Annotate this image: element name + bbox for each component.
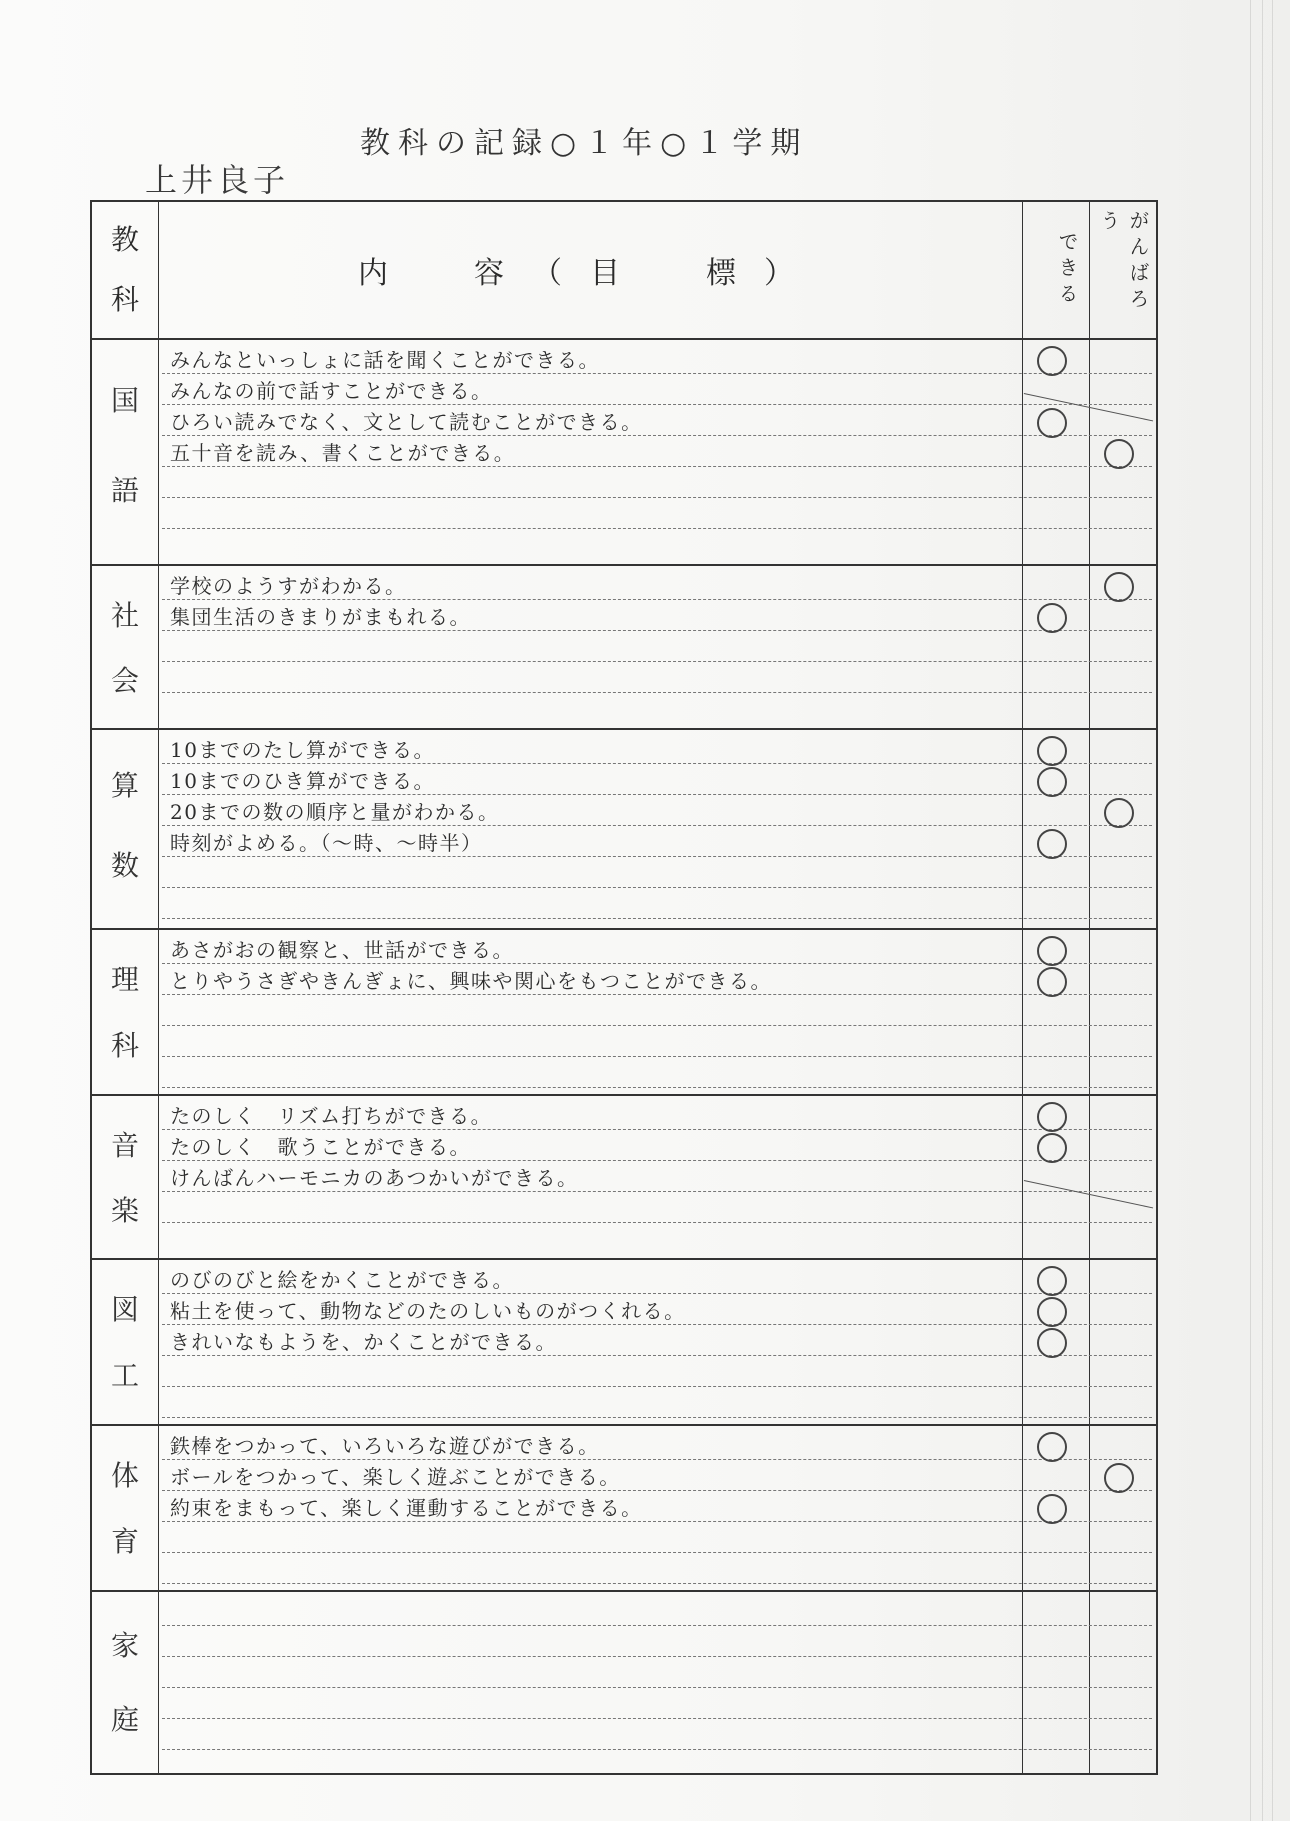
goal-item: 粘土を使って、動物などのたのしいものがつくれる。: [170, 1299, 686, 1323]
ruled-line: [162, 887, 1152, 888]
ruled-line: [162, 963, 1152, 964]
subject-char: 庭: [110, 1703, 139, 1736]
ruled-line: [162, 1625, 1152, 1626]
can-do-circle-mark: [1037, 1494, 1067, 1524]
section-divider: [92, 728, 1156, 730]
goal-item: たのしく リズム打ちができる。: [170, 1104, 493, 1128]
ruled-line: [162, 1386, 1152, 1387]
goal-item: 学校のようすがわかる。: [170, 574, 407, 598]
subject-char: 工: [110, 1359, 139, 1392]
ruled-line: [162, 599, 1152, 600]
header-content-label: 内 容（目 標）: [358, 256, 822, 291]
subject-char: 体: [110, 1459, 139, 1492]
subject-char: 算: [110, 769, 139, 802]
subject-char: 科: [110, 1029, 139, 1062]
subject-cell-taiiku: [92, 1424, 158, 1590]
ruled-line: [162, 497, 1152, 498]
goal-item: のびのびと絵をかくことができる。: [170, 1268, 514, 1292]
header-try-harder-label: がんばろう: [1097, 210, 1150, 314]
section-divider: [92, 338, 1156, 340]
ruled-line: [162, 435, 1152, 436]
ruled-line: [162, 1718, 1152, 1719]
ruled-line: [162, 1129, 1152, 1130]
column-divider: [158, 202, 159, 1773]
goal-item: 10までのたし算ができる。: [170, 738, 435, 762]
try-harder-circle-mark: [1104, 798, 1134, 828]
subject-cell-kokugo: [92, 338, 158, 564]
header-subject-cell: [92, 202, 158, 338]
ruled-line: [162, 1056, 1152, 1057]
can-do-circle-mark: [1037, 1133, 1067, 1163]
can-do-circle-mark: [1037, 603, 1067, 633]
ruled-line: [162, 1191, 1152, 1192]
can-do-circle-mark: [1037, 967, 1067, 997]
ruled-line: [162, 1521, 1152, 1522]
ruled-line: [162, 1656, 1152, 1657]
ruled-line: [162, 1687, 1152, 1688]
student-name: 上井良子: [145, 161, 290, 199]
subject-char: 国: [110, 384, 139, 417]
ruled-line: [162, 1583, 1152, 1584]
section-divider: [92, 1258, 1156, 1260]
ruled-line: [162, 1749, 1152, 1750]
page-edge-line: [1262, 0, 1263, 1821]
ruled-line: [162, 1417, 1152, 1418]
section-divider: [92, 1424, 1156, 1426]
can-do-circle-mark: [1037, 1432, 1067, 1462]
header-subject-label: 教: [110, 223, 139, 256]
subject-cell-sansu: [92, 728, 158, 928]
goal-item: 五十音を読み、書くことができる。: [170, 441, 516, 465]
can-do-circle-mark: [1037, 1266, 1067, 1296]
ruled-line: [162, 1087, 1152, 1088]
subject-char: 理: [110, 963, 139, 996]
header-can-do-label: できる: [1055, 231, 1079, 309]
section-divider: [92, 1590, 1156, 1592]
subject-char: 楽: [110, 1194, 139, 1227]
subject-char: 育: [110, 1525, 139, 1558]
ruled-line: [162, 1293, 1152, 1294]
goal-item: あさがおの観察と、世話ができる。: [170, 938, 514, 962]
goal-item: 20までの数の順序と量がわかる。: [170, 800, 500, 824]
ruled-line: [162, 1552, 1152, 1553]
try-harder-circle-mark: [1104, 1463, 1134, 1493]
goal-item: 約束をまもって、楽しく運動することができる。: [170, 1496, 643, 1520]
record-table: [90, 200, 1158, 1775]
ruled-line: [162, 763, 1152, 764]
subject-char: 社: [110, 599, 139, 632]
goal-item: とりやうさぎやきんぎょに、興味や関心をもつことができる。: [170, 969, 772, 993]
ruled-line: [162, 661, 1152, 662]
can-do-circle-mark: [1037, 829, 1067, 859]
ruled-line: [162, 856, 1152, 857]
section-divider: [92, 928, 1156, 930]
goal-item: みんなの前で話すことができる。: [170, 379, 493, 403]
header-subject-label: 科: [110, 283, 139, 316]
can-do-circle-mark: [1037, 346, 1067, 376]
goal-item: けんばんハーモニカのあつかいができる。: [170, 1166, 579, 1190]
subject-char: 語: [110, 474, 139, 507]
can-do-circle-mark: [1037, 1328, 1067, 1358]
page-edge-line: [1272, 0, 1273, 1821]
subject-char: 図: [110, 1293, 139, 1326]
goal-item: 鉄棒をつかって、いろいろな遊びができる。: [170, 1434, 600, 1458]
subject-char: 会: [110, 664, 139, 697]
ruled-line: [162, 994, 1152, 995]
ruled-line: [162, 918, 1152, 919]
ruled-line: [162, 794, 1152, 795]
ruled-line: [162, 528, 1152, 529]
goal-item: 集団生活のきまりがまもれる。: [170, 605, 471, 629]
can-do-circle-mark: [1037, 408, 1067, 438]
ruled-line: [162, 1222, 1152, 1223]
goal-item: ボールをつかって、楽しく遊ぶことができる。: [170, 1465, 621, 1489]
subject-cell-zuko: [92, 1258, 158, 1424]
ruled-line: [162, 1355, 1152, 1356]
subject-char: 音: [110, 1129, 139, 1162]
ruled-line: [162, 1324, 1152, 1325]
header-content-cell: [158, 202, 1022, 338]
ruled-line: [162, 692, 1152, 693]
goal-item: 時刻がよめる。（～時、～時半）: [170, 831, 483, 855]
goal-item: みんなといっしょに話を聞くことができる。: [170, 348, 600, 372]
subject-cell-ongaku: [92, 1094, 158, 1258]
section-divider: [92, 564, 1156, 566]
page-edge-line: [1250, 0, 1251, 1821]
can-do-circle-mark: [1037, 1102, 1067, 1132]
subject-cell-katei: [92, 1590, 158, 1777]
subject-char: 数: [110, 849, 139, 882]
can-do-circle-mark: [1037, 767, 1067, 797]
can-do-circle-mark: [1037, 736, 1067, 766]
can-do-circle-mark: [1037, 1297, 1067, 1327]
subject-cell-rika: [92, 928, 158, 1094]
goal-item: たのしく 歌うことができる。: [170, 1135, 471, 1159]
ruled-line: [162, 373, 1152, 374]
ruled-line: [162, 1459, 1152, 1460]
ruled-line: [162, 1025, 1152, 1026]
subject-cell-shakai: [92, 564, 158, 728]
can-do-circle-mark: [1037, 936, 1067, 966]
subject-char: 家: [110, 1629, 139, 1662]
ruled-line: [162, 825, 1152, 826]
ruled-line: [162, 630, 1152, 631]
ruled-line: [162, 1490, 1152, 1491]
try-harder-circle-mark: [1104, 439, 1134, 469]
ruled-line: [162, 404, 1152, 405]
page-title: 教科の記録○１年○１学期: [360, 126, 809, 161]
column-divider: [1089, 202, 1090, 1773]
goal-item: きれいなもようを、かくことができる。: [170, 1330, 557, 1354]
goal-item: 10までのひき算ができる。: [170, 769, 435, 793]
section-divider: [92, 1094, 1156, 1096]
column-divider: [1022, 202, 1023, 1773]
ruled-line: [162, 1160, 1152, 1161]
ruled-line: [162, 466, 1152, 467]
try-harder-circle-mark: [1104, 572, 1134, 602]
goal-item: ひろい読みでなく、文として読むことができる。: [170, 410, 643, 434]
